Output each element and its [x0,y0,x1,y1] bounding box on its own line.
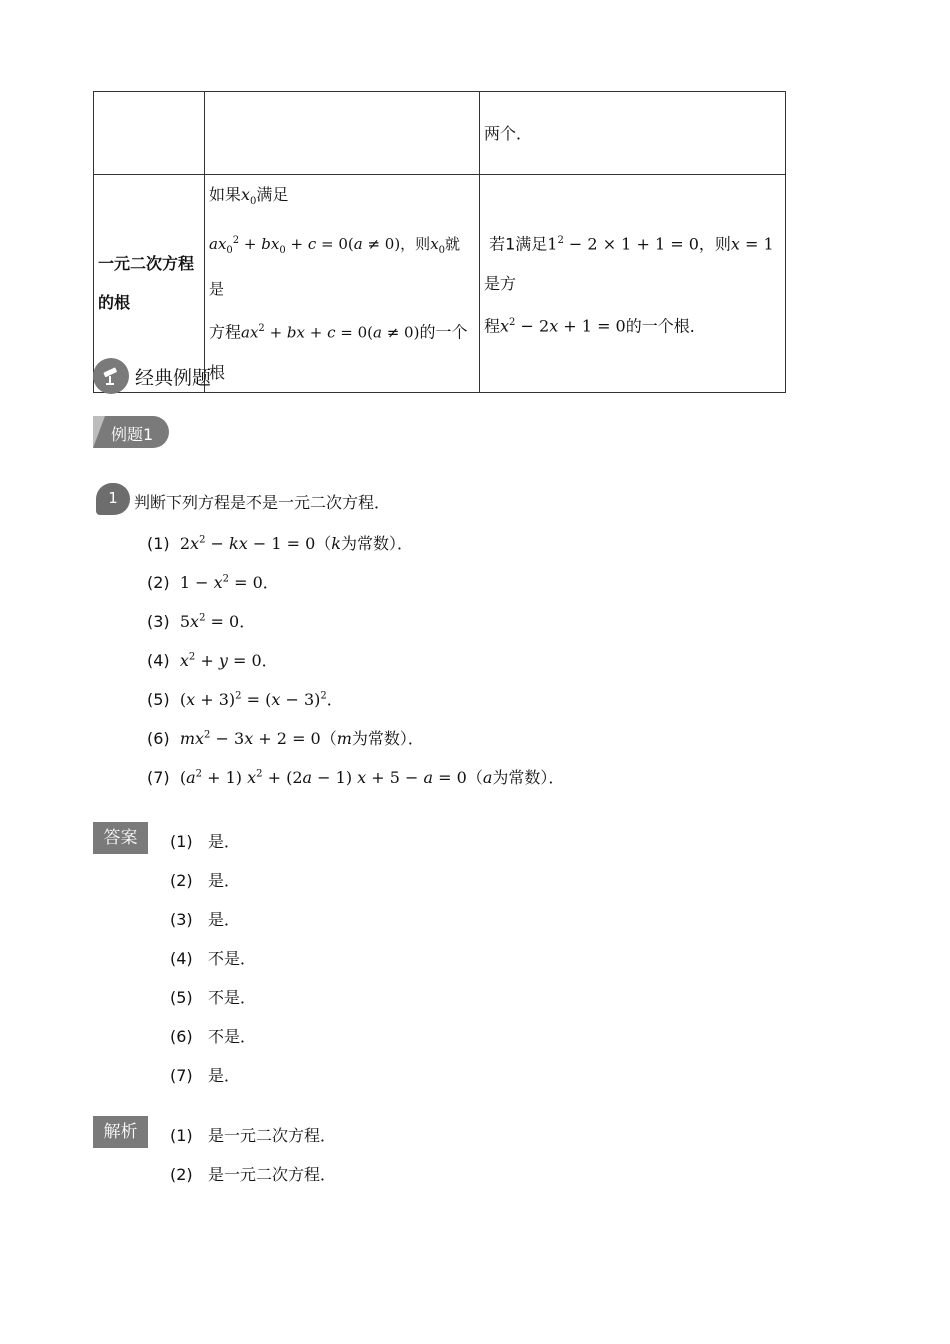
answer-badge: 答案 [93,822,148,854]
list-item: (3) $5x^2 = 0$． [147,612,256,631]
example-tag-label: 例题1 [111,425,154,444]
answer-item: (3) 是． [170,910,240,929]
definition-text: 如果$x_0$满足 $ax_0^2 + bx_0 + c = 0(a \ne 0)$，则$x_0$就是 方程$ax^2$ + bx + c = 0(a ≠ 0)的一个根 [209,185,468,382]
example-tag [93,416,169,448]
table-cell [205,175,480,393]
section-header [93,358,211,394]
answer-item: (6) 不是． [170,1027,256,1046]
table-row [94,92,786,175]
answer-item: (7) 是． [170,1066,240,1085]
question-stem: 判断下列方程是不是一元二次方程． [134,493,391,512]
term-label: 的根 [98,293,131,313]
table-cell [205,92,480,175]
example-text: 若1满足$1^2 - 2 \times 1 + 1 = 0$，则x = 1是方 程$x^2 - 2x + 1 = 0$的一个根． [484,234,774,336]
section-title: 经典例题 [135,366,212,389]
question-number-badge: 1 [96,483,130,515]
term-label: 一元二次方程 [98,254,195,274]
table-cell [480,92,786,175]
analysis-badge: 解析 [93,1116,148,1148]
answer-item: (4) 不是． [170,949,256,968]
answer-item: (1) 是． [170,832,240,851]
answer-item: (5) 不是． [170,988,256,1007]
cell-text: 两个． [484,123,533,143]
table-cell [94,92,205,175]
definition-table [93,91,786,393]
list-item: (2) $1 - x^2 = 0$． [147,573,279,592]
analysis-item: (2) 是一元二次方程． [170,1165,336,1184]
telescope-icon [93,358,129,394]
table-cell [480,175,786,393]
analysis-item: (1) 是一元二次方程． [170,1126,336,1145]
list-item: (7) $(a^2 + 1) x^2 + (2a - 1) x + 5 - a = 0(a$为常数）． [147,768,565,787]
list-item: (4) $x^2 + y = 0$． [147,651,278,670]
list-item: (5) $(x + 3)^2 = (x - 3)^2$． [147,690,343,709]
list-item: (1) $2x^2$ − kx − 1 = 0（k为常数）． [147,534,413,553]
answer-item: (2) 是． [170,871,240,890]
list-item: (6) $mx^2 - 3x + 2 = 0(m$为常数）． [147,729,424,748]
